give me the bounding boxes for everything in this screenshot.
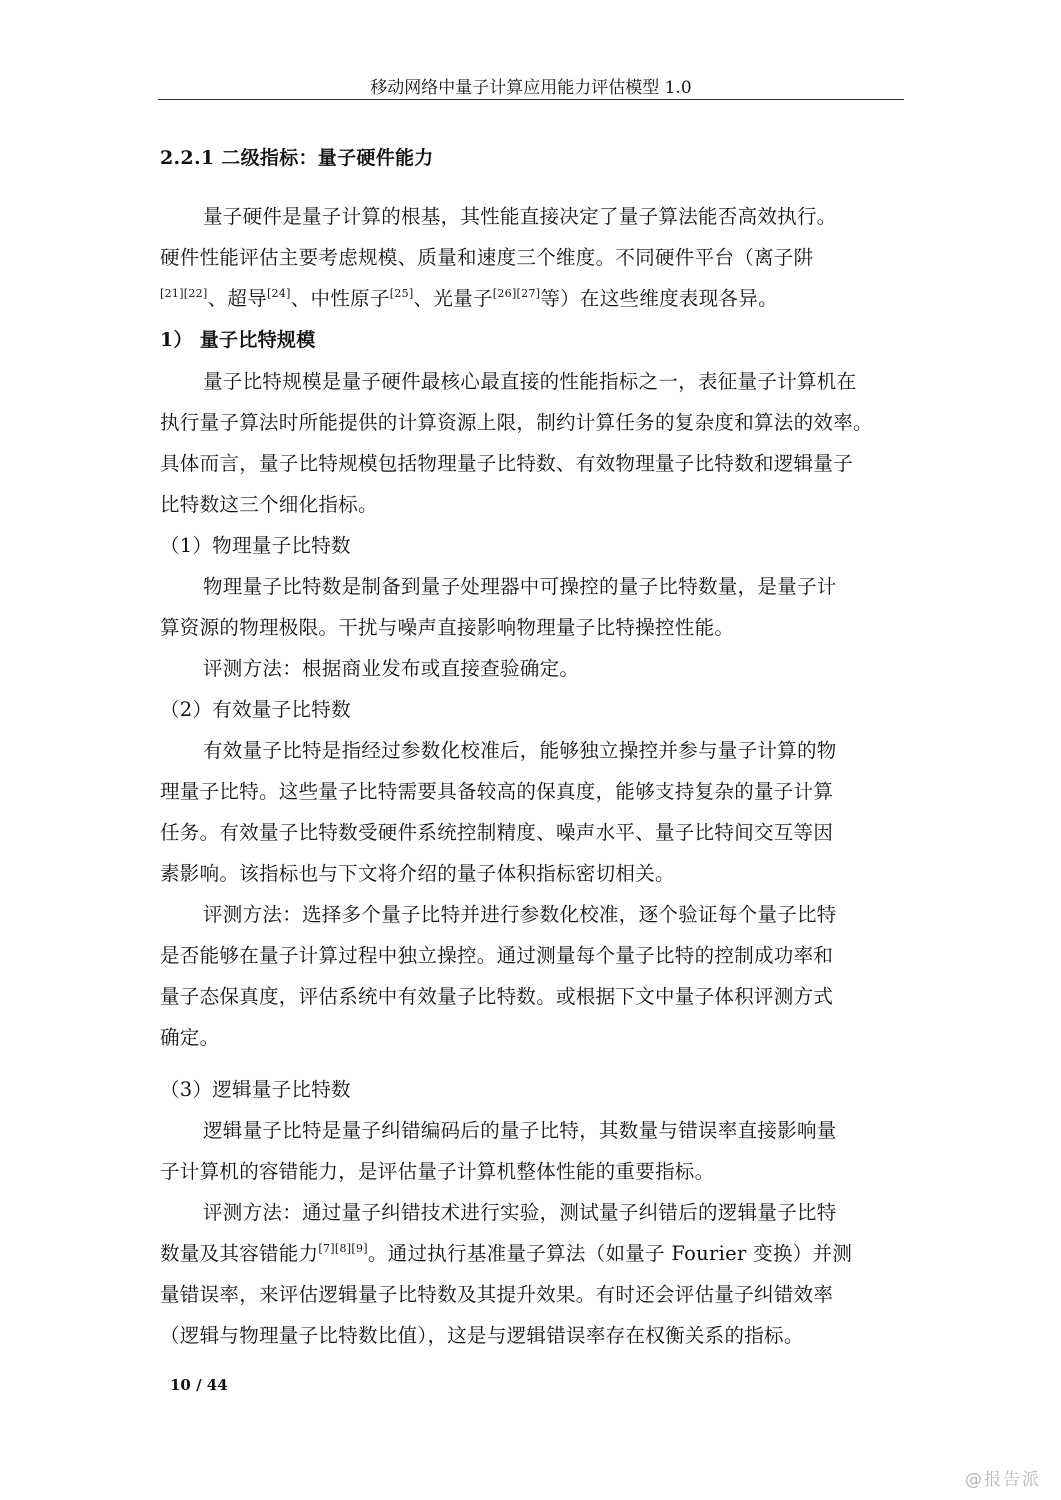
intro-line-1: 量子硬件是量子计算的根基，其性能直接决定了量子算法能否高效执行。	[203, 205, 837, 228]
paragraph-line: 算资源的物理极限。干扰与噪声直接影响物理量子比特操控性能。	[160, 616, 735, 639]
intro-line-3: [21][22]、超导[24]、中性原子[25]、光量子[26][27]等）在这些维度表现各异。	[160, 287, 778, 310]
method-line: 评测方法：选择多个量子比特并进行参数化校准，逐个验证每个量子比特	[203, 903, 837, 926]
method-line: 评测方法：根据商业发布或直接查验确定。	[203, 657, 580, 680]
item-title: （3）逻辑量子比特数	[160, 1078, 351, 1101]
section-heading: 2.2.1 二级指标：量子硬件能力	[160, 147, 434, 169]
citation: [24]	[266, 287, 291, 300]
citation: [7][8][9]	[318, 1242, 368, 1255]
paragraph-line: 物理量子比特数是制备到量子处理器中可操控的量子比特数量，是量子计	[203, 575, 837, 598]
paragraph-line: 子计算机的容错能力，是评估量子计算机整体性能的重要指标。	[160, 1160, 715, 1183]
paragraph-line: 具体而言，量子比特规模包括物理量子比特数、有效物理量子比特数和逻辑量子	[160, 452, 854, 475]
citation: [21][22]	[160, 287, 208, 300]
citation: [26][27]	[492, 287, 541, 300]
paragraph-line: 逻辑量子比特是量子纠错编码后的量子比特，其数量与错误率直接影响量	[203, 1119, 837, 1142]
running-header: 移动网络中量子计算应用能力评估模型 1.0	[370, 78, 692, 98]
item-title: （2）有效量子比特数	[160, 698, 351, 721]
paragraph-line: 执行量子算法时所能提供的计算资源上限，制约计算任务的复杂度和算法的效率。	[160, 411, 873, 434]
subsection-heading: 1） 量子比特规模	[160, 329, 316, 351]
intro-line-2: 硬件性能评估主要考虑规模、质量和速度三个维度。不同硬件平台（离子阱	[160, 246, 814, 269]
watermark: @报告派	[965, 1470, 1041, 1490]
method-line: 确定。	[160, 1026, 220, 1049]
method-line: 量子态保真度，评估系统中有效量子比特数。或根据下文中量子体积评测方式	[160, 985, 834, 1008]
paragraph-line: 任务。有效量子比特数受硬件系统控制精度、噪声水平、量子比特间交互等因	[160, 821, 834, 844]
citation: [25]	[389, 287, 414, 300]
method-line: 数量及其容错能力[7][8][9]。通过执行基准量子算法（如量子 Fourier 变换）并测	[160, 1242, 853, 1265]
paragraph-line: 素影响。该指标也与下文将介绍的量子体积指标密切相关。	[160, 862, 675, 885]
method-line: 评测方法：通过量子纠错技术进行实验，测试量子纠错后的逻辑量子比特	[203, 1201, 837, 1224]
method-line: 是否能够在量子计算过程中独立操控。通过测量每个量子比特的控制成功率和	[160, 944, 834, 967]
paragraph-line: 有效量子比特是指经过参数化校准后，能够独立操控并参与量子计算的物	[203, 739, 837, 762]
page-number: 10 / 44	[170, 1376, 228, 1394]
header-rule	[158, 99, 904, 100]
method-line: 量错误率，来评估逻辑量子比特数及其提升效果。有时还会评估量子纠错效率	[160, 1283, 834, 1306]
paragraph-line: 理量子比特。这些量子比特需要具备较高的保真度，能够支持复杂的量子计算	[160, 780, 834, 803]
item-title: （1）物理量子比特数	[160, 534, 351, 557]
method-line: （逻辑与物理量子比特数比值），这是与逻辑错误率存在权衡关系的指标。	[160, 1324, 804, 1347]
paragraph-line: 量子比特规模是量子硬件最核心最直接的性能指标之一，表征量子计算机在	[203, 370, 857, 393]
paragraph-line: 比特数这三个细化指标。	[160, 493, 378, 516]
